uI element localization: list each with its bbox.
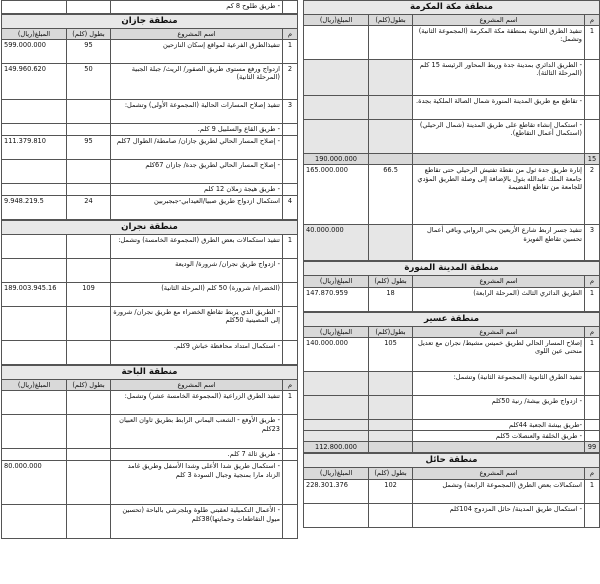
table-row: 2 إنارة طريق جدة ثول من نقطة تفتيش الرحيلي حتى تقاطع جامعة الملك عبدالله بثول بالإضافة إلى وصلة الطريق المؤدي للجامعة من تقاطع القضيمة 66.5 165.000.000 xyxy=(304,165,600,225)
table-header-row xyxy=(304,468,600,479)
col-header-cost: المبلغ(ريال) xyxy=(304,468,369,479)
col-header-length: بطول (كلم) xyxy=(369,276,413,287)
col-header-cost: المبلغ(ريال) xyxy=(2,380,67,391)
section-title: منطقة الباحة xyxy=(2,366,298,380)
table-row: - ازدواج طريق بيشة/ رنية 50كلم xyxy=(304,395,600,419)
section-title: منطقة المدينة المنورة xyxy=(304,262,600,276)
table-row: تنفيذ الطرق الثانوية (المجموعة الثانية) وتشمل: xyxy=(304,371,600,395)
table-row: 15 190.000.000 xyxy=(304,154,600,165)
col-header-no: م xyxy=(283,380,298,391)
col-header-no: م xyxy=(585,276,600,287)
table-row: 2 ازدواج ورفع مستوى طريق الصقور/ الريث/ جبلة الجبية (المرحلة الثانية) 50 149.960.620 xyxy=(2,64,298,100)
table-header-row xyxy=(304,276,600,287)
col-header-project: اسم المشروع xyxy=(111,29,283,40)
table-row: - ازدواج طريق نجران/ شرورة/ الوديعة xyxy=(2,259,298,283)
table-row: - طريق الأوفع - الشعب اليماني الرابط بطريق ثاوان العبيان 23كلم xyxy=(2,415,298,449)
table-row: 3 تنفيذ إصلاح المسارات الحالية (المجموعة الأولى) وتشمل: xyxy=(2,100,298,124)
col-header-project: اسم المشروع xyxy=(413,276,585,287)
col-header-length: بطول(كلم) xyxy=(369,326,413,337)
baha-table xyxy=(1,365,298,539)
table-row: - طريق الخلفة والعنصلات 5كلم xyxy=(304,431,600,442)
makkah-table xyxy=(303,0,600,261)
col-header-no: م xyxy=(585,15,600,26)
right-column xyxy=(303,0,600,528)
table-row: - طريق هيجة زملان 12 كلم xyxy=(2,184,298,196)
col-header-project: اسم المشروع xyxy=(413,326,585,337)
left-top-table xyxy=(1,0,298,14)
table-row: 3 تنفيذ جسر اربط شارع الأربعين بحي الروابي وباقي أعمال تحسين تقاطع الفويزة 40.000.000 xyxy=(304,225,600,261)
project-cell: - طريق طلوح 8 كم xyxy=(111,1,283,14)
col-header-no: م xyxy=(283,29,298,40)
table-row: - استكمال طريق المدينة/ حائل المزدوج 104كلم xyxy=(304,503,600,527)
table-row: - إصلاح المسار الحالي لطريق جازان/ صامطة/ الطوال 7كلم 95 111.379.810 xyxy=(2,136,298,160)
table-row: 99 112.800.000 xyxy=(304,442,600,453)
table-row xyxy=(2,1,298,14)
table-row: 1 إصلاح المسار الحالي لطريق خميس مشيط/ نجران مع تعديل منحنى عين اللوى 105 140.000.000 xyxy=(304,337,600,371)
hail-table xyxy=(303,453,600,527)
section-title: منطقة جازان xyxy=(2,15,298,29)
table-row: - استكمال طريق شدا الأعلى وشدا الأسفل وطريق غامد الزناد مارا بمنجية وجبال السودة 3 كلم 80.000.000 xyxy=(2,461,298,505)
col-header-project: اسم المشروع xyxy=(413,15,585,26)
table-row: - استكمال امتداد محافظة خباش 9كلم. xyxy=(2,341,298,365)
col-header-length: بطول (كلم) xyxy=(67,29,111,40)
madinah-table xyxy=(303,261,600,311)
col-header-project: اسم المشروع xyxy=(413,468,585,479)
table-header-row xyxy=(2,380,298,391)
col-header-cost: المبلغ(ريال) xyxy=(304,326,369,337)
col-header-cost: المبلغ(ريال) xyxy=(304,276,369,287)
col-header-cost: المبلغ(ريال) xyxy=(2,29,67,40)
table-row: (الخضراء/ شرورة) 50 كلم (المرحلة الثانية) 109 189.003.945.16 xyxy=(2,283,298,307)
table-row: -طريق بيشة الجعبة 44كلم xyxy=(304,419,600,430)
asir-table xyxy=(303,312,600,454)
table-row: 1 تنفيذ الطرق الزراعية (المجموعة الخامسة عشر) وتشمل: xyxy=(2,391,298,415)
table-header-row xyxy=(304,15,600,26)
table-row: - الطريق الدائري بمدينة جدة وربط المحاور الرئيسة 15 كلم (المرحلة الثالثة). xyxy=(304,60,600,96)
table-row: - الأعمال التكميلية لعقبتي طلوة وبلجرشي بالباحة (تحسين ميول التقاطعات وحمايتها)38كلم xyxy=(2,505,298,539)
section-title: منطقة نجران xyxy=(2,221,298,235)
table-header-row xyxy=(2,29,298,40)
table-row: - الطريق الذي يربط تقاطع الخضراء مع طريق نجران/ شرورة إلى المصينية 50كلم xyxy=(2,307,298,341)
table-row: 1 تنفيذ استكمالات بعض الطرق (المجموعة الخامسة) وتشمل: xyxy=(2,235,298,259)
table-row: - تقاطع مع طريق المدينة المنورة شمال الصالة الملكية بجدة. xyxy=(304,96,600,120)
section-title: منطقة عسير xyxy=(304,312,600,326)
col-header-cost: المبلغ(ريال) xyxy=(304,15,369,26)
table-row: 1 تنفيذ الطرق الثانوية بمنطقة مكة المكرمة (المجموعة الثانية) وتشمل: xyxy=(304,26,600,60)
table-row: - طريق القاع والسلبيل 9 كلم. xyxy=(2,124,298,136)
najran-table xyxy=(1,220,298,365)
col-header-length: بطول (كلم) xyxy=(67,380,111,391)
table-row: 1 استكمالات بعض الطرق (المجموعة الرابعة) وتشمل 102 228.301.376 xyxy=(304,479,600,503)
col-header-project: اسم المشروع xyxy=(111,380,283,391)
table-row: - استكمال إنشاء تقاطع على طريق المدينة (شمال الرحيلي) (استكمال أعمال التقاطع). xyxy=(304,120,600,154)
col-header-no: م xyxy=(585,326,600,337)
table-row: 1 تنفيذالطرق الفرعية لمواقع إسكان النازحين 95 599.000.000 xyxy=(2,40,298,64)
table-row: 1 الطريق الدائري الثالث (المرحلة الرابعة) 18 147.870.959 xyxy=(304,287,600,311)
left-column xyxy=(1,0,298,539)
table-row: - طريق ثالة 7 كلم. xyxy=(2,449,298,461)
jazan-table xyxy=(1,14,298,220)
section-title: منطقة حائل xyxy=(304,454,600,468)
col-header-length: بطول (كلم) xyxy=(369,468,413,479)
table-row: 4 استكمال ازدواج طريق صبيا/العيدابي-جبجبربين 24 9.948.219.5 xyxy=(2,196,298,220)
table-row: - إصلاح المسار الحالي لطريق جدة/ جازان 67كلم xyxy=(2,160,298,184)
section-title: منطقة مكة المكرمة xyxy=(304,1,600,15)
table-header-row xyxy=(304,326,600,337)
col-header-no: م xyxy=(585,468,600,479)
col-header-length: بطول(كلم) xyxy=(369,15,413,26)
